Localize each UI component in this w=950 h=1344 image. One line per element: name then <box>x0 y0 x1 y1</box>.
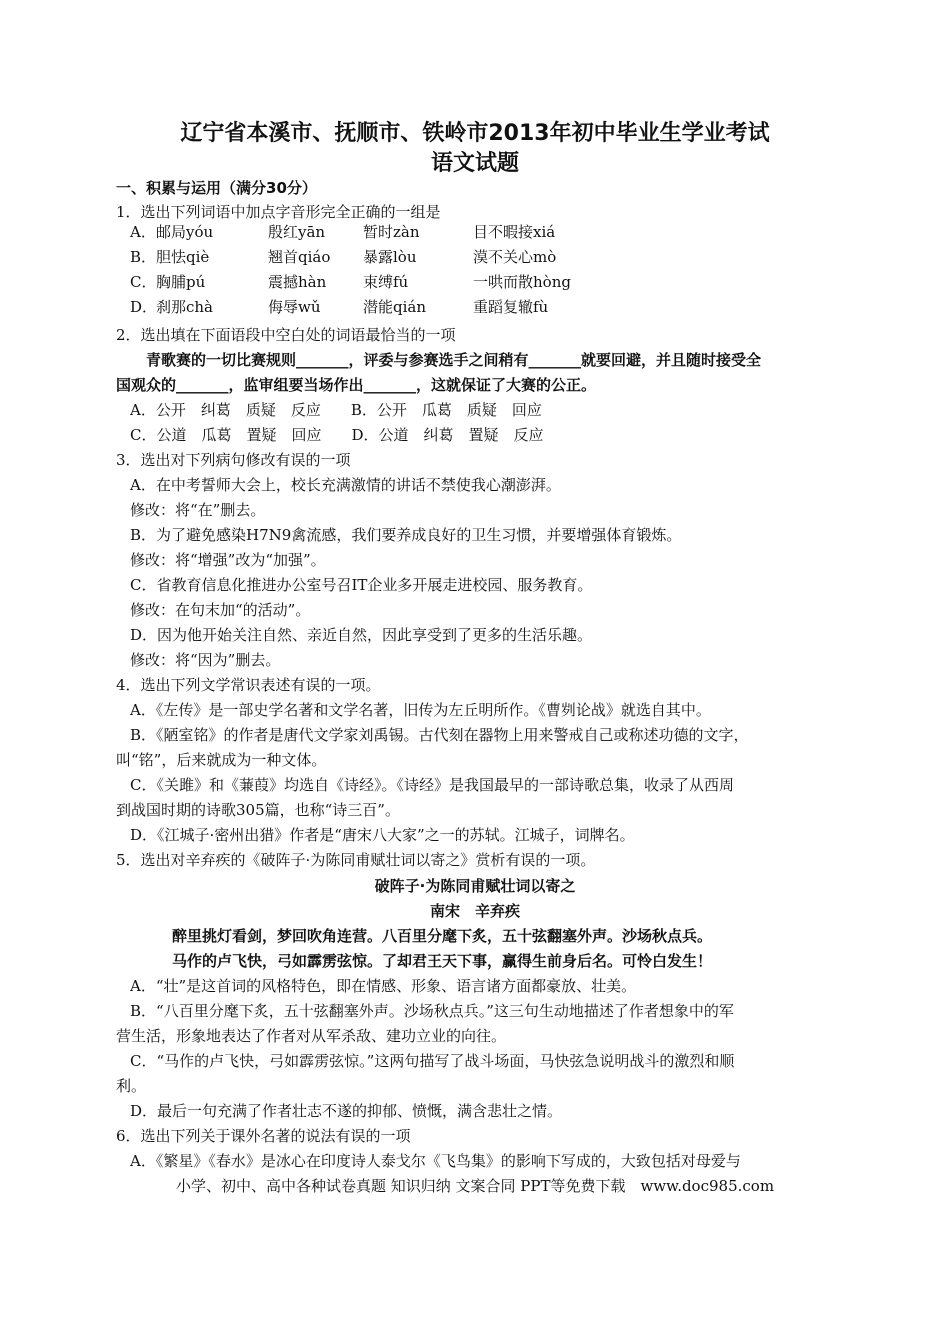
q1-b-word2: 翘首qiáo <box>268 248 331 266</box>
q1-option-b <box>130 247 556 267</box>
q1-c-word1: 胸脯pú <box>156 273 206 291</box>
q2-paragraph-line2: 国观众的_______，监审组要当场作出_______，这就保证了大赛的公正。 <box>116 376 597 394</box>
q1-d-word1: 刹那chà <box>156 298 214 316</box>
q2-options-cd: C．公道 瓜葛 置疑 回应 D．公道 纠葛 置疑 反应 <box>130 426 544 444</box>
q5-option-b-line2: 营生活，形象地表达了作者对从军杀敌、建功立业的向往。 <box>116 1027 507 1045</box>
q1-b-word4: 漠不关心mò <box>473 248 557 266</box>
q2-stem: 2．选出填在下面语段中空白处的词语最恰当的一项 <box>116 326 456 344</box>
poem-line-2: 马作的卢飞快，弓如霹雳弦惊。了却君王天下事，赢得生前身后名。可怜白发生！ <box>172 952 713 970</box>
q1-d-word4: 重蹈复辙fù <box>473 298 549 316</box>
q5-option-a: A．“壮”是这首词的风格特色，即在情感、形象、语言诸方面都豪放、壮美。 <box>130 977 637 995</box>
q1-option-a <box>130 222 555 242</box>
q3-fix-c: 修改：在句末加“的活动”。 <box>130 601 311 619</box>
q1-d-word3: 潜能qián <box>363 298 427 316</box>
q3-stem: 3．选出对下列病句修改有误的一项 <box>116 451 351 469</box>
q1-stem: 1．选出下列词语中加点字音形完全正确的一组是 <box>116 203 441 221</box>
poem-title: 破阵子·为陈同甫赋壮词以寄之 <box>374 877 576 895</box>
poem-author: 南宋 辛弃疾 <box>429 902 520 920</box>
q4-option-c-line1: C．《关雎》和《蒹葭》均选自《诗经》。《诗经》是我国最早的一部诗歌总集，收录了从西周 <box>130 776 734 794</box>
poem-line-1: 醉里挑灯看剑，梦回吹角连营。八百里分麾下炙，五十弦翻塞外声。沙场秋点兵。 <box>172 927 713 945</box>
q5-option-c-line1: C．“马作的卢飞快，弓如霹雳弦惊。”这两句描写了战斗场面，马快弦急说明战斗的激烈和顺 <box>130 1052 735 1070</box>
exam-subtitle: 语文试题 <box>430 151 519 176</box>
q2-options-ab: A．公开 纠葛 质疑 反应 B．公开 瓜葛 质疑 回应 <box>130 401 542 419</box>
q5-option-b-line1: B．“八百里分麾下炙，五十弦翻塞外声。沙场秋点兵。”这三句生动地描述了作者想象中的军 <box>130 1002 734 1020</box>
q5-stem: 5．选出对辛弃疾的《破阵子·为陈同甫赋壮词以寄之》赏析有误的一项。 <box>116 851 596 869</box>
exam-title: 辽宁省本溪市、抚顺市、铁岭市2013年初中毕业生学业考试 <box>180 121 770 146</box>
q3-option-c: C．省教育信息化推进办公室号召IT企业多开展走进校园、服务教育。 <box>130 576 593 594</box>
q3-option-d: D．因为他开始关注自然、亲近自然，因此享受到了更多的生活乐趣。 <box>130 626 593 644</box>
q1-a-word2: 殷红yān <box>268 223 326 241</box>
q1-b-word1: 胆怯qiè <box>156 248 210 266</box>
page-footer: 小学、初中、高中各种试卷真题 知识归纳 文案合同 PPT等免费下载 www.doc985.com <box>175 1177 775 1195</box>
q4-option-a: A．《左传》是一部史学名著和文学名著，旧传为左丘明所作。《曹刿论战》就选自其中。 <box>130 701 711 719</box>
q6-stem: 6．选出下列关于课外名著的说法有误的一项 <box>116 1127 411 1145</box>
q3-fix-a: 修改：将“在”删去。 <box>130 501 266 519</box>
q3-option-b: B．为了避免感染H7N9禽流感，我们要养成良好的卫生习惯，并要增强体育锻炼。 <box>130 526 682 544</box>
q5-option-c-line2: 利。 <box>116 1077 147 1095</box>
q1-option-c <box>130 272 571 292</box>
q1-c-label: C． <box>130 273 157 291</box>
q3-fix-d: 修改：将“因为”删去。 <box>130 651 281 669</box>
q4-option-b-line1: B．《陋室铭》的作者是唐代文学家刘禹锡。古代刻在器物上用来警戒自己或称述功德的文字， <box>130 726 749 744</box>
q1-c-word2: 震撼hàn <box>268 273 327 291</box>
q1-a-label: A． <box>130 223 156 241</box>
q3-fix-b: 修改：将“增强”改为“加强”。 <box>130 551 326 569</box>
section-heading: 一、积累与运用（满分30分） <box>116 179 317 197</box>
q1-a-word1: 邮局yóu <box>156 223 214 241</box>
q1-d-label: D． <box>130 298 158 316</box>
q1-c-word4: 一哄而散hòng <box>473 273 571 291</box>
q1-a-word4: 目不暇接xiá <box>473 223 556 241</box>
q1-a-word3: 暂时zàn <box>363 223 420 241</box>
q1-d-word2: 侮辱wǔ <box>268 298 321 316</box>
q1-c-word3: 束缚fú <box>363 273 409 291</box>
q1-b-word3: 暴露lòu <box>363 248 417 266</box>
q1-option-d <box>130 297 548 317</box>
q4-stem: 4．选出下列文学常识表述有误的一项。 <box>116 676 381 694</box>
q3-option-a: A．在中考誓师大会上，校长充满激情的讲话不禁使我心潮澎湃。 <box>130 476 561 494</box>
q5-option-d: D．最后一句充满了作者壮志不遂的抑郁、愤慨，满含悲壮之情。 <box>130 1102 563 1120</box>
q4-option-b-line2: 叫“铭”，后来就成为一种文体。 <box>116 751 327 769</box>
q1-b-label: B． <box>130 248 157 266</box>
q4-option-c-line2: 到战国时期的诗歌305篇，也称“诗三百”。 <box>116 801 400 819</box>
q4-option-d: D．《江城子·密州出猎》作者是“唐宋八大家”之一的苏轼。江城子，词牌名。 <box>130 826 635 844</box>
q6-option-a-line1: A．《繁星》《春水》是冰心在印度诗人泰戈尔《飞鸟集》的影响下写成的，大致包括对母爱与 <box>130 1152 741 1170</box>
q2-paragraph-line1: 青歌赛的一切比赛规则_______，评委与参赛选手之间稍有_______就要回避，并且随时接受全 <box>146 351 762 369</box>
